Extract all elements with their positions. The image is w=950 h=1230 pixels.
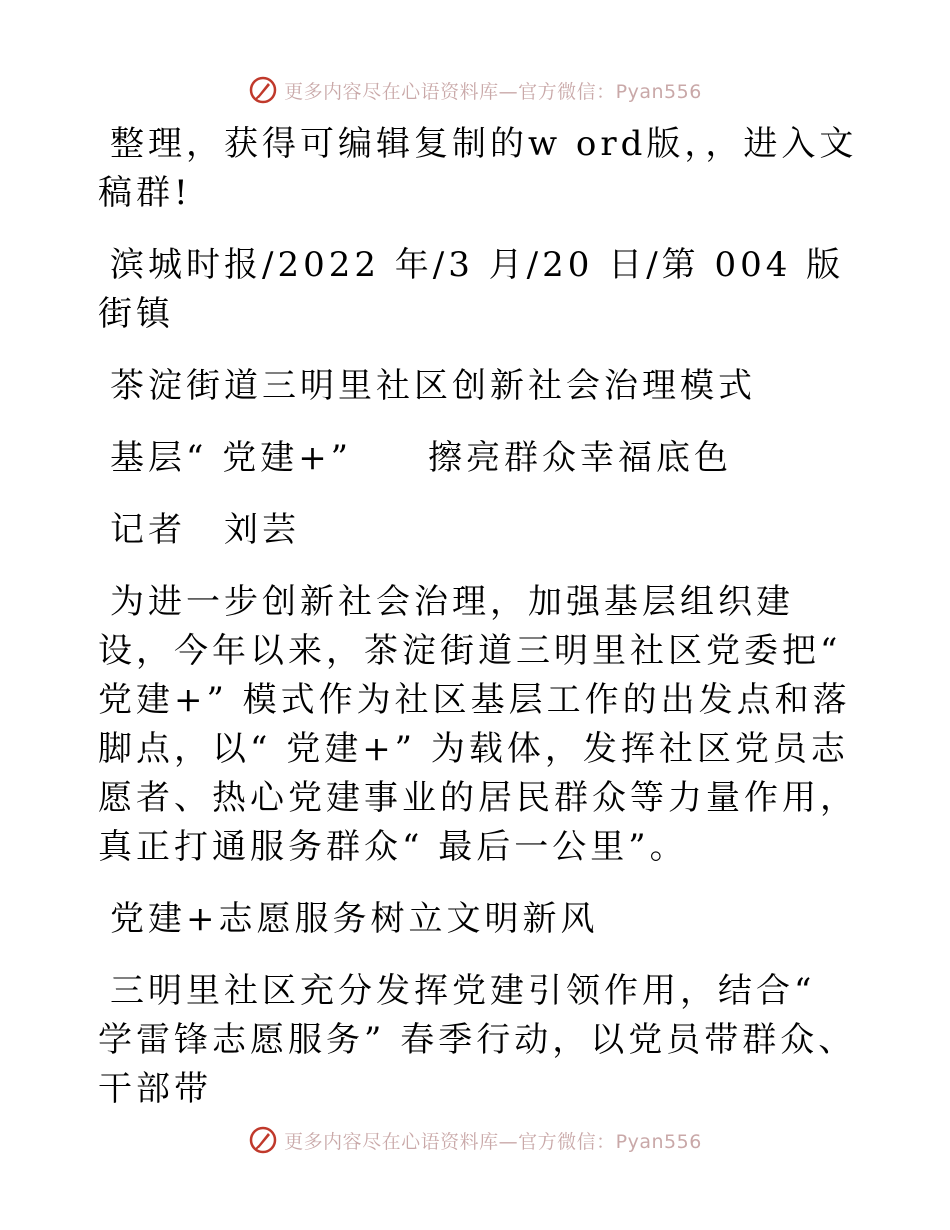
feather-pen-logo-icon	[248, 1125, 278, 1155]
article-subtitle: 茶淀街道三明里社区创新社会治理模式	[110, 366, 756, 406]
section-heading: 党建+志愿服务树立文明新风	[110, 899, 599, 939]
watermark-text: 更多内容尽在心语资料库—官方微信：Pyan556	[284, 1130, 702, 1153]
author-line: 记者 刘芸	[110, 510, 300, 550]
body-paragraph: 三明里社区充分发挥党建引领作用，结合“ 学雷锋志愿服务” 春季行动，以党员带群众、干部带	[98, 971, 857, 1109]
watermark-footer	[0, 1120, 950, 1160]
body-paragraph: 为进一步创新社会治理，加强基层组织建设，今年以来，茶淀街道三明里社区党委把“ 党建+” 模式作为社区基层工作的出发点和落脚点，以“ 党建+” 为载体，发挥社区党员志愿者、热心党建事业的居民群众等力量作用，真正打通服务群众“ 最后一公里”。	[98, 582, 858, 867]
intro-paragraph: 整理，获得可编辑复制的w ord版，，进入文稿群!	[98, 124, 858, 213]
feather-pen-logo-icon	[248, 75, 278, 105]
article-title: 基层“ 党建+” 擦亮群众幸福底色	[110, 438, 733, 478]
watermark-header	[0, 70, 950, 110]
document-body	[98, 120, 858, 1114]
watermark-text: 更多内容尽在心语资料库—官方微信：Pyan556	[284, 80, 702, 103]
source-line: 滨城时报/2022 年/3 月/20 日/第 004 版街镇	[98, 245, 845, 334]
